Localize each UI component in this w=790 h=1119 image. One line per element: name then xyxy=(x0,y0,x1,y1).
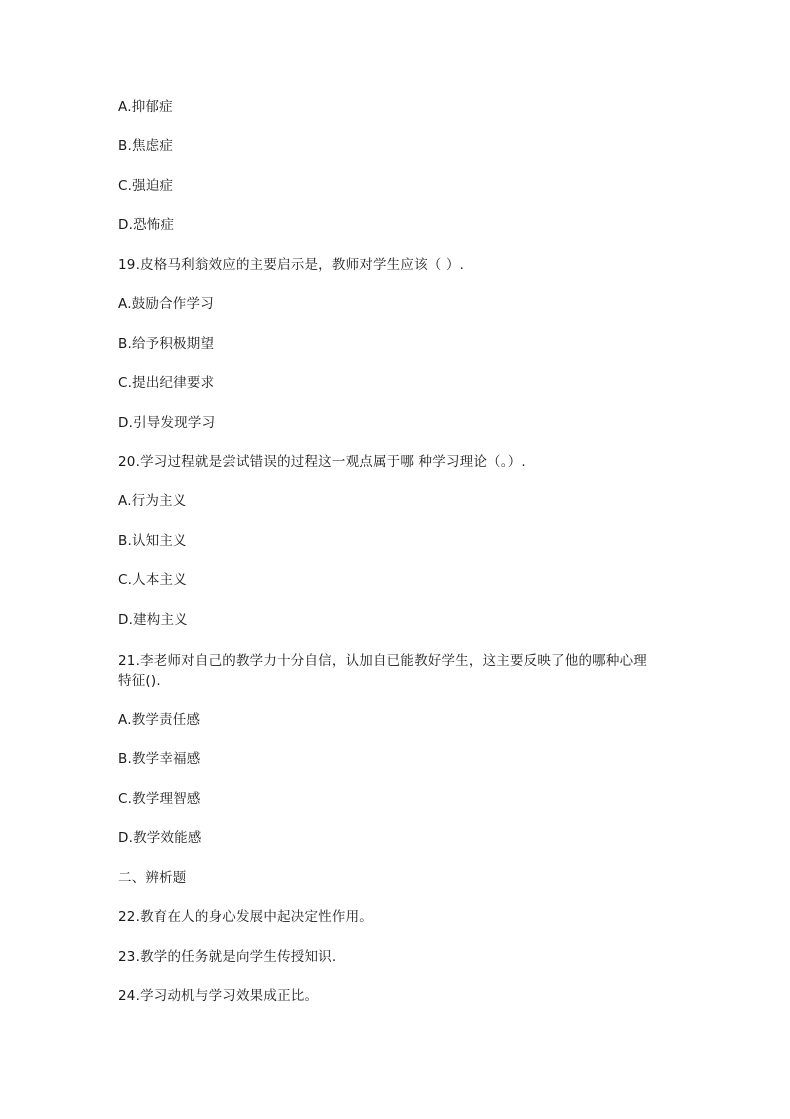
q20-option-d: D.建构主义 xyxy=(118,612,188,628)
q20-option-a: A.行为主义 xyxy=(118,493,187,509)
q19-option-a: A.鼓励合作学习 xyxy=(118,296,214,312)
q21-question-line1: 21.李老师对自己的教学力十分自信，认加自已能教好学生，这主要反映了他的哪种心理 xyxy=(118,653,647,669)
q21-option-c: C.教学理智感 xyxy=(118,791,201,807)
section-heading: 二、辨析题 xyxy=(118,870,187,886)
q20-option-c: C.人本主义 xyxy=(118,572,187,588)
q19-option-b: B.给予积极期望 xyxy=(118,336,215,352)
q20-option-b: B.认知主义 xyxy=(118,533,187,549)
q18-option-a: A.抑郁症 xyxy=(118,99,173,115)
q19-option-d: D.引导发现学习 xyxy=(118,415,216,431)
q21-option-b: B.教学幸福感 xyxy=(118,751,201,767)
q20-question: 20.学习过程就是尝试错误的过程这一观点属于哪 种学习理论（。）. xyxy=(118,454,526,470)
q24-statement: 24.学习动机与学习效果成正比。 xyxy=(118,988,319,1004)
q19-question: 19.皮格马利翁效应的主要启示是，教师对学生应该（ ）. xyxy=(118,257,465,273)
q21-option-d: D.教学效能感 xyxy=(118,830,202,846)
q22-statement: 22.教育在人的身心发展中起决定性作用。 xyxy=(118,909,373,925)
q21-option-a: A.教学责任感 xyxy=(118,712,201,728)
q18-option-d: D.恐怖症 xyxy=(118,217,175,233)
q18-option-c: C.强迫症 xyxy=(118,178,174,194)
q18-option-b: B.焦虑症 xyxy=(118,138,174,154)
q19-option-c: C.提出纪律要求 xyxy=(118,375,215,391)
q21-question-line2: 特征(). xyxy=(118,673,161,689)
q23-statement: 23.教学的任务就是向学生传授知识. xyxy=(118,949,337,965)
